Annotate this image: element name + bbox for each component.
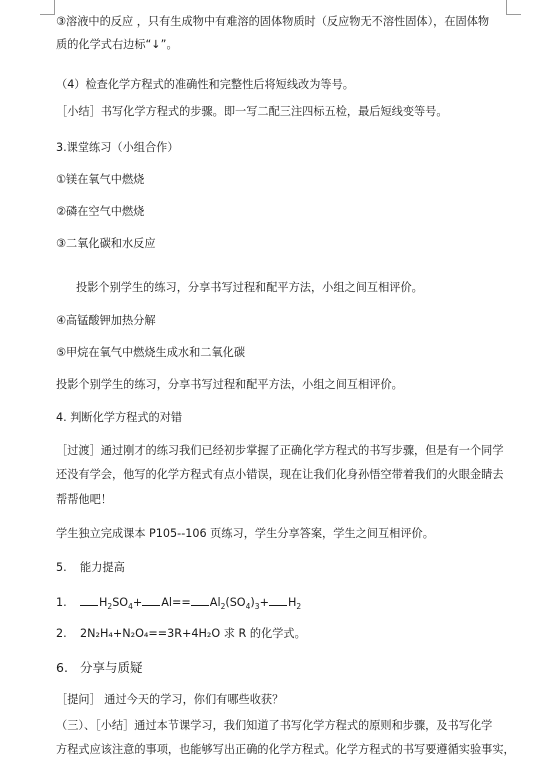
- section-heading: [56, 660, 143, 676]
- exercise-item: ③二氧化碳和水反应: [56, 237, 156, 250]
- equation-text: 2N₂H₄+N₂O₄==3R+4H₂O 求 R 的化学式。: [80, 627, 306, 640]
- equation-exercise: 1. $H_2SO_4+ Al== Al_2(SO_4)_3+ H_2$: [56, 593, 301, 615]
- paragraph-line: 还没有学会，他写的化学方程式有点小错误，现在让我们化身孙悟空带着我们的火眼金睛去: [56, 468, 504, 481]
- paragraph-line: 方程式应该注意的事项，也能够写出正确的化学方程式。化学方程式的书写要遵循实验事实，: [56, 743, 515, 756]
- list-number: 2.: [56, 627, 67, 640]
- list-text: 分享与质疑: [80, 660, 143, 675]
- paragraph-line: ③溶液中的反应 ，只有生成物中有难溶的固体物质时（反应物无不溶性固体），在固体物: [56, 15, 490, 28]
- exercise-item: ④高锰酸钾加热分解: [56, 314, 156, 327]
- transition-line: ［过渡］通过刚才的练习我们已经初步掌握了正确化学方程式的书写步骤，但是有一个同学: [56, 444, 504, 457]
- list-number: 5.: [56, 561, 67, 574]
- exercise-item: ⑤甲烷在氧气中燃烧生成水和二氧化碳: [56, 346, 246, 359]
- paragraph-line: 质的化学式右边标“↓”。: [56, 38, 178, 51]
- crop-mark-top-left: [40, 0, 55, 15]
- blank-line: [80, 593, 98, 606]
- exercise-item: ①镁在氧气中燃烧: [56, 173, 145, 186]
- paragraph-line: （4）检查化学方程式的准确性和完整性后将短线改为等号。: [56, 78, 354, 91]
- equation-exercise: [56, 626, 306, 642]
- blank-line: [142, 593, 160, 606]
- section-heading: [56, 560, 125, 576]
- question-line: ［提问］ 通过今天的学习，你们有哪些收获？: [56, 693, 284, 706]
- summary-line: （三）、［小结］通过本节课学习，我们知道了书写化学方程式的原则和步骤，及书写化学: [56, 719, 493, 732]
- crop-mark-top-right: [506, 0, 521, 15]
- list-number: 6.: [56, 660, 68, 675]
- summary-line: ［小结］书写化学方程式的步骤。即一写二配三注四标五检，最后短线变等号。: [56, 105, 448, 118]
- blank-line: [269, 593, 287, 606]
- paragraph-line: 投影个别学生的练习，分享书写过程和配平方法，小组之间互相评价。: [56, 378, 403, 391]
- paragraph-line: 投影个别学生的练习，分享书写过程和配平方法，小组之间互相评价。: [76, 281, 423, 294]
- list-number: 1.: [56, 596, 67, 609]
- paragraph-line: 帮帮他吧！: [56, 493, 112, 506]
- blank-line: [191, 593, 209, 606]
- exercise-item: ②磷在空气中燃烧: [56, 205, 145, 218]
- paragraph-line: 学生独立完成课本 P105--106 页练习，学生分享答案，学生之间互相评价。: [56, 527, 434, 540]
- section-heading: 4. 判断化学方程式的对错: [56, 411, 183, 424]
- list-text: 能力提高: [80, 561, 125, 574]
- section-heading: 3.课堂练习（小组合作）: [56, 141, 179, 154]
